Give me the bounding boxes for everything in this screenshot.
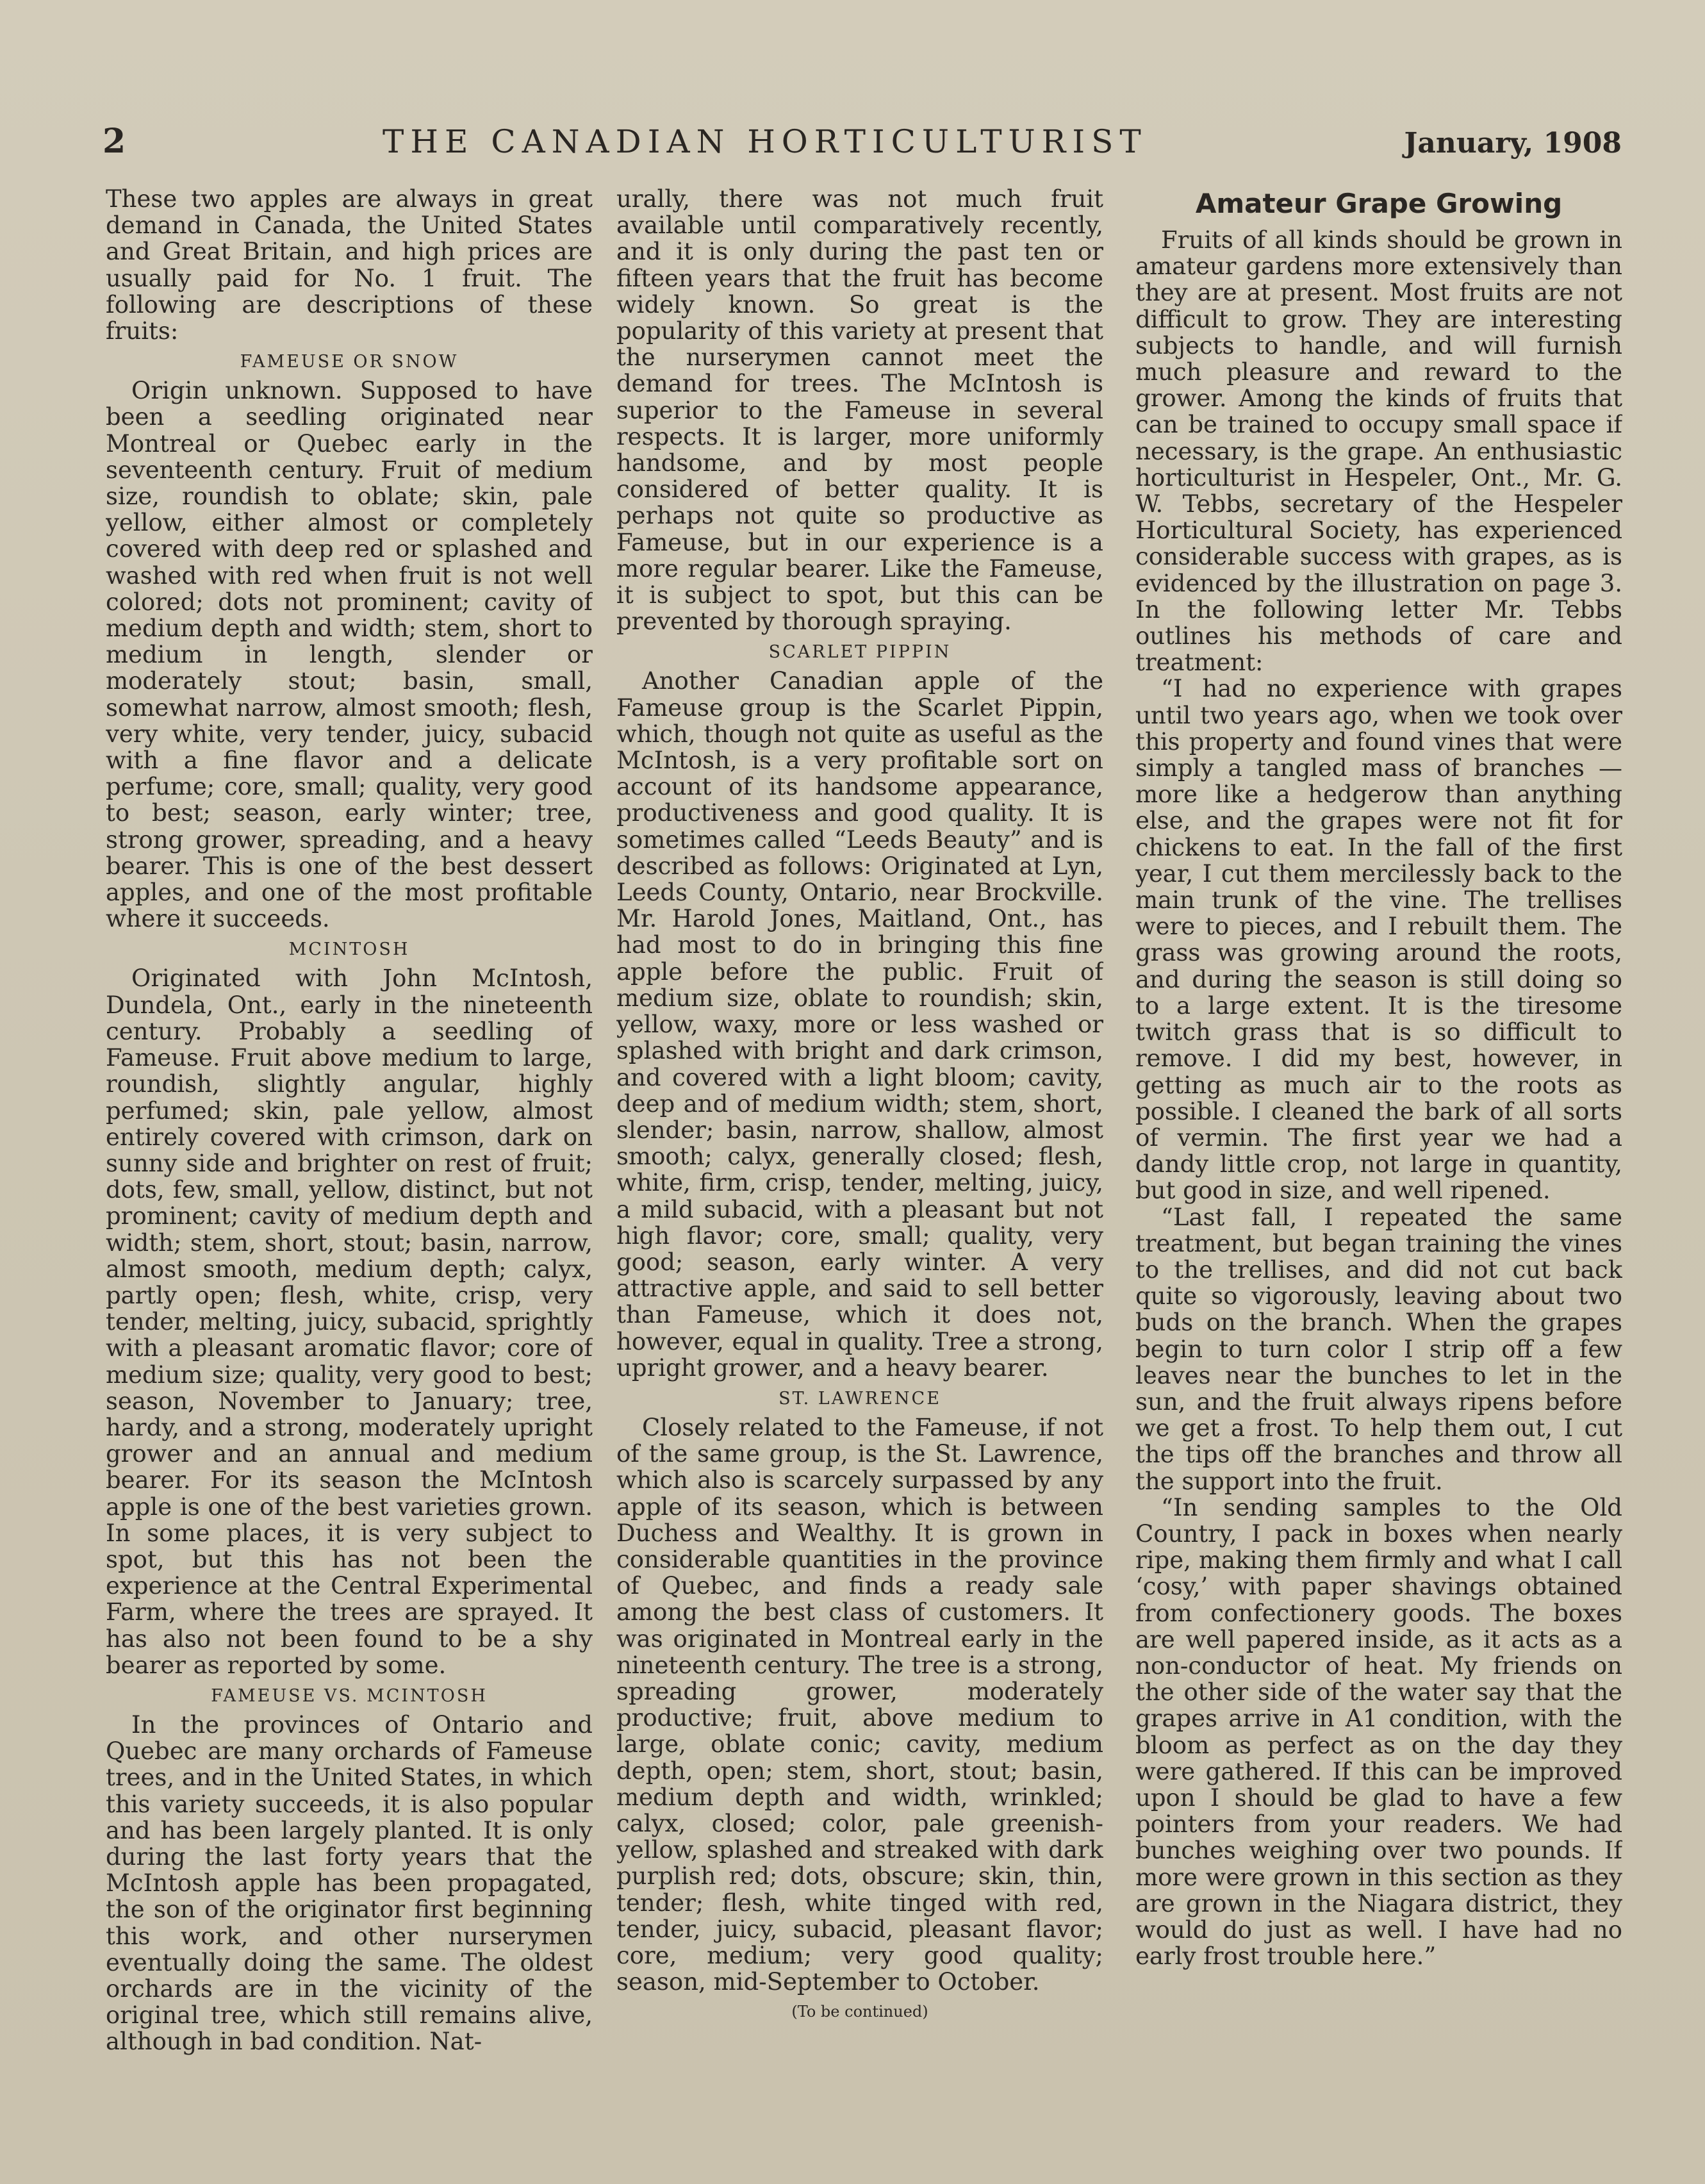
heading-fameuse: FAMEUSE OR SNOW [240,352,459,372]
column-1 [106,186,593,2128]
continued-note: (To be continued) [791,2003,928,2021]
paragraph-letter-2: “Last fall, I repeated the same treatment, but began training the vines to the trellises, and did not cut back quite so vigorously, leaving about two buds on the branch. When the grapes begin to turn color I strip off a few leaves near the bunches to let in the sun, and the fruit always ripens before we get a frost. To help them out, I cut the tips off the branches and throw all the support into the fruit. [1135,1203,1622,1495]
column-3 [1135,186,1622,2128]
article-title: Amateur Grape Growing [1195,188,1563,219]
page-header [103,122,1622,173]
heading-scarlet-pippin: SCARLET PIPPIN [768,642,951,663]
issue-date: January, 1908 [1404,127,1622,160]
paragraph-continued: urally, there was not much fruit available until comparatively recently, and it is only during the past ten or fifteen years that the fruit has become widely known. So great is the popularity of this variety at present that the nurserymen cannot meet the demand for trees. The McIntosh is superior to the Fameuse in several respects. It is larger, more uniformly handsome, and by most people considered of better quality. It is perhaps not quite so productive as Fameuse, but in our experience is a more regular bearer. Like the Fameuse, it is subject to spot, but this can be prevented by thorough spraying. [616,186,1103,636]
intro-paragraph: These two apples are always in great demand in Canada, the United States and Great Britain, and high prices are usually paid for No. 1 fruit. The following are descriptions of these fruits: [106,186,593,345]
paragraph-mcintosh: Originated with John McIntosh, Dundela, Ont., early in the nineteenth century. Probably a seedling of Fameuse. Fruit above medium to large, roundish, slightly angular, highly perfumed; skin, pale yellow, almost entirely covered with crimson, dark on sunny side and brighter on rest of fruit; dots, few, small, yellow, distinct, but not prominent; cavity of medium depth and width; stem, short, stout; basin, narrow, almost smooth, medium depth; calyx, partly open; flesh, white, crisp, very tender, melting, juicy, subacid, sprightly with a pleasant aromatic flavor; core of medium size; quality, very good to best; season, November to January; tree, hardy, and a strong, moderately upright grower and an annual and medium bearer. For its season the McIntosh apple is one of the best varieties grown. In some places, it is very subject to spot, but this has not been the experience at the Central Experimental Farm, where the trees are sprayed. It has also not been found to be a shy bearer as reported by some. [106,964,593,1679]
publication-title: THE CANADIAN HORTICULTURIST [383,123,1148,160]
paragraph-grape-intro: Fruits of all kinds should be grown in amateur gardens more extensively than they are at present. Most fruits are not difficult to grow. They are interesting subjects to handle, and will furnish much pleasure and reward to the grower. Among the kinds of fruits that can be trained to occupy small space if necessary, is the grape. An enthusiastic horticulturist in Hespeler, Ont., Mr. G. W. Tebbs, secretary of the Hespeler Horticultural Society, has experienced considerable success with grapes, as is evidenced by the illustration on page 3. In the following letter Mr. Tebbs outlines his methods of care and treatment: [1135,226,1622,677]
heading-fameuse-vs-mcintosh: FAMEUSE VS. MCINTOSH [211,1685,488,1706]
paragraph-fameuse: Origin unknown. Supposed to have been a seedling originated near Montreal or Quebec early in the seventeenth century. Fruit of medium size, roundish to oblate; skin, pale yellow, either almost or completely covered with deep red or splashed and washed with red when fruit is not well colored; dots not prominent; cavity of medium depth and width; stem, short to medium in length, slender or moderately stout; basin, small, somewhat narrow, almost smooth; flesh, very white, very tender, juicy, subacid with a fine flavor and a delicate perfume; core, small; quality, very good to best; season, early winter; tree, strong grower, spreading, and a heavy bearer. This is one of the best dessert apples, and one of the most profitable where it succeeds. [106,377,593,933]
paragraph-letter-1: “I had no experience with grapes until two years ago, when we took over this property and found vines that were simply a tangled mass of branches —more like a hedgerow than anything else, and the grapes were not fit for chickens to eat. In the fall of the first year, I cut them mercilessly back to the main trunk of the vine. The trellises were to pieces, and I rebuilt them. The grass was growing around the roots, and during the season is still doing so to a large extent. It is the tiresome twitch grass that is so difficult to remove. I did my best, however, in getting as much air to the roots as possible. I cleaned the bark of all sorts of vermin. The first year we had a dandy little crop, not large in quantity, but good in size, and well ripened. [1135,675,1622,1205]
column-2 [616,186,1103,2128]
heading-st-lawrence: ST. LAWRENCE [778,1388,941,1409]
paragraph-st-lawrence: Closely related to the Fameuse, if not of the same group, is the St. Lawrence, which also is scarcely surpassed by any apple of its season, which is between Duchess and Wealthy. It is grown in considerable quantities in the province of Quebec, and finds a ready sale among the best class of customers. It was originated in Montreal early in the nineteenth century. The tree is a strong, spreading grower, moderately productive; fruit, above medium to large, oblate conic; cavity, medium depth, open; stem, short, stout; basin, medium depth and width, wrinkled; calyx, closed; color, pale greenish-yellow, splashed and streaked with dark purplish red; dots, obscure; skin, thin, tender; flesh, white tinged with red, tender, juicy, subacid, pleasant flavor; core, medium; very good quality; season, mid-September to October. [616,1413,1103,1996]
paragraph-scarlet-pippin: Another Canadian apple of the Fameuse group is the Scarlet Pippin, which, though not quite as useful as the McIntosh, is a very profitable sort on account of its handsome appearance, productiveness and good quality. It is sometimes called “Leeds Beauty” and is described as follows: Originated at Lyn, Leeds County, Ontario, near Brockville. Mr. Harold Jones, Maitland, Ont., has had most to do in bringing this fine apple before the public. Fruit of medium size, oblate to roundish; skin, yellow, waxy, more or less washed or splashed with bright and dark crimson, and covered with a light bloom; cavity, deep and of medium width; stem, short, slender; basin, narrow, shallow, almost smooth; calyx, generally closed; flesh, white, firm, crisp, tender, melting, juicy, a mild subacid, with a pleasant but not high flavor; core, small; quality, very good; season, early winter. A very attractive apple, and said to sell better than Fameuse, which it does not, however, equal in quality. Tree a strong, upright grower, and a heavy bearer. [616,667,1103,1382]
page-number: 2 [103,122,126,161]
paragraph-letter-3: “In sending samples to the Old Country, I pack in boxes when nearly ripe, making them firmly and what I call ‘cosy,’ with paper shavings obtained from confectionery goods. The boxes are well papered inside, as it acts as a non-conductor of heat. My friends on the other side of the water say that the grapes arrive in A1 condition, with the bloom as perfect as on the day they were gathered. If this can be improved upon I should be glad to have a few pointers from your readers. We had bunches weighing over two pounds. If more were grown in this section as they are grown in the Niagara district, they would do just as well. I have had no early frost trouble here.” [1135,1493,1622,1971]
heading-mcintosh: MCINTOSH [288,939,410,960]
paragraph-fameuse-vs-mcintosh: In the provinces of Ontario and Quebec are many orchards of Fameuse trees, and in the United States, in which this variety succeeds, it is also popular and has been largely planted. It is only during the last forty years that the McIntosh apple has been propagated, the son of the originator first beginning this work, and other nurserymen eventually doing the same. The oldest orchards are in the vicinity of the original tree, which still remains alive, although in bad condition. Nat- [106,1710,593,2056]
